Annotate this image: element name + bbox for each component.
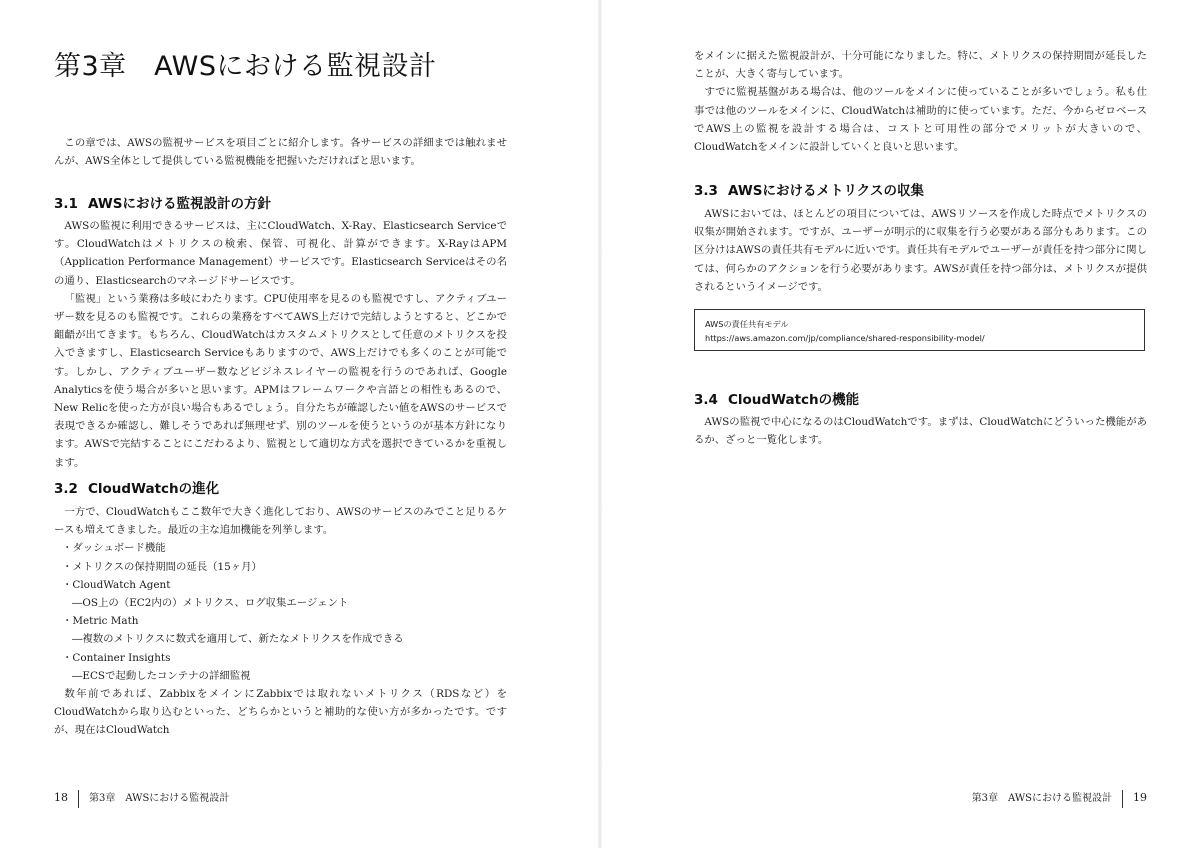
footer-divider: [1122, 790, 1123, 808]
continued-text: [694, 47, 1147, 156]
section-title: CloudWatchの機能: [728, 392, 860, 408]
intro-paragraph: この章では、AWSの監視サービスを項目ごとに紹介します。各サービスの詳細までは触れませんが、AWS全体として提供している監視機能を把握いただければと思います。: [54, 137, 507, 168]
list-item: [54, 612, 507, 648]
running-head: 第3章 AWSにおける監視設計: [89, 793, 230, 804]
list-item-description: ―ECSで起動したコンテナの詳細監視: [72, 669, 251, 682]
section-heading: [54, 192, 507, 212]
paragraph: 数年前であれば、ZabbixをメインにZabbixでは取れないメトリクス（RDSなど）をCloudWatchから取り込むといった、どちらかというと補助的な使い方が多かったです。ですが、現在はCloudWatch: [54, 688, 507, 737]
section-title: CloudWatchの進化: [88, 481, 220, 497]
section-3-2: [54, 477, 507, 497]
list-item-label: ・CloudWatch Agent: [62, 578, 171, 591]
section-heading: [694, 388, 1147, 408]
book-gutter: [598, 0, 602, 848]
list-item-label: ・Metric Math: [62, 615, 139, 628]
section-3-1-body: [54, 217, 507, 472]
section-3-4-body: [694, 413, 1147, 449]
reference-title: AWSの責任共有モデル: [705, 319, 789, 329]
list-item-label: ・Container Insights: [62, 651, 171, 664]
paragraph: AWSの監視で中心になるのはCloudWatchです。まずは、CloudWatchにどういった機能があるか、ざっと一覧化します。: [694, 416, 1147, 447]
page-footer: [972, 789, 1147, 808]
section-3-3-body: [694, 205, 1147, 296]
feature-list: [54, 539, 507, 685]
paragraph: AWSの監視に利用できるサービスは、主にCloudWatch、X-Ray、Elasticsearch Serviceです。CloudWatchはメトリクスの検索、保管、可視化、計算ができます。X-RayはAPM（Application Performance Management）サービスです。Elasticsearch Serviceはその名の通り、Elasticsearchのマネージドサービスです。: [54, 220, 507, 287]
list-item: [54, 576, 507, 612]
section-number: 3.1: [54, 196, 78, 212]
right-page: [694, 0, 1147, 848]
list-item: [54, 558, 507, 576]
list-item: [54, 649, 507, 685]
list-item-label: ・ダッシュボード機能: [62, 542, 166, 555]
list-item-label: ・メトリクスの保持期間の延長（15ヶ月）: [62, 560, 262, 573]
section-title: AWSにおけるメトリクスの収集: [728, 183, 925, 199]
list-item-description: ―OS上の（EC2内の）メトリクス、ログ収集エージェント: [72, 597, 349, 610]
page-number: 18: [54, 791, 68, 804]
section-3-3: [694, 179, 1147, 199]
reference-url[interactable]: https://aws.amazon.com/jp/compliance/shared-responsibility-model/: [705, 332, 985, 343]
left-page: [54, 0, 507, 848]
running-head: 第3章 AWSにおける監視設計: [971, 793, 1112, 804]
list-item-description: ―複数のメトリクスに数式を適用して、新たなメトリクスを作成できる: [72, 633, 404, 646]
paragraph: 一方で、CloudWatchもここ数年で大きく進化しており、AWSのサービスのみでこと足りるケースも増えてきました。最近の主な追加機能を列挙します。: [54, 506, 507, 537]
paragraph: 「監視」という業務は多岐にわたります。CPU使用率を見るのも監視ですし、アクティブユーザー数を見るのも監視です。これらの業務をすべてAWS上だけで完結しようとすると、どこかで齟齬が出てきます。もちろん、CloudWatchはカスタムメトリクスとして任意のメトリクスを投入できますし、Elasticsearch Serviceもありますので、AWS上だけでも多くのことが可能です。しかし、アクティブユーザー数などビジネスレイヤーの監視を行うのであれば、Google Analyticsを使う場合が多いと思います。APMはフレームワークや言語との相性もあるので、New Relicを使った方が良い場合もあるでしょう。自分たちが確認したい値をAWSのサービスで表現できるか確認し、難しそうであれば無理せず、別のツールを使うというのが基本方針になります。AWSで完結することにこだわるより、監視として適切な方式を選択できているかを重視します。: [54, 292, 507, 469]
section-3-2-body: [54, 503, 507, 740]
section-number: 3.3: [694, 183, 718, 199]
section-heading: [694, 179, 1147, 199]
page-footer: [54, 789, 229, 808]
intro-block: [54, 134, 507, 170]
section-3-4: [694, 388, 1147, 408]
chapter-title: 第3章 AWSにおける監視設計: [54, 51, 437, 82]
section-3-1: [54, 192, 507, 212]
paragraph: をメインに据えた監視設計が、十分可能になりました。特に、メトリクスの保持期間が延長したことが、大きく寄与しています。: [694, 50, 1147, 81]
footer-divider: [78, 790, 79, 808]
section-title: AWSにおける監視設計の方針: [88, 196, 271, 212]
reference-box: [694, 309, 1145, 351]
page-number: 19: [1133, 791, 1147, 804]
list-item: [54, 539, 507, 557]
section-number: 3.4: [694, 392, 718, 408]
section-heading: [54, 477, 507, 497]
paragraph: AWSにおいては、ほとんどの項目については、AWSリソースを作成した時点でメトリクスの収集が開始されます。ですが、ユーザーが明示的に収集を行う必要がある部分もあります。この区分けはAWSの責任共有モデルに近いです。責任共有モデルでユーザーが責任を持つ部分に関しては、何らかのアクションを行う必要があります。AWSが責任を持つ部分は、メトリクスが提供されるというイメージです。: [694, 208, 1147, 293]
paragraph: すでに監視基盤がある場合は、他のツールをメインに使っていることが多いでしょう。私も仕事では他のツールをメインに、CloudWatchは補助的に使っています。ただ、今からゼロベースでAWS上の監視を設計する場合は、コストと可用性の部分でメリットが大きいので、CloudWatchをメインに設計していくと良いと思います。: [694, 86, 1147, 154]
section-number: 3.2: [54, 481, 78, 497]
